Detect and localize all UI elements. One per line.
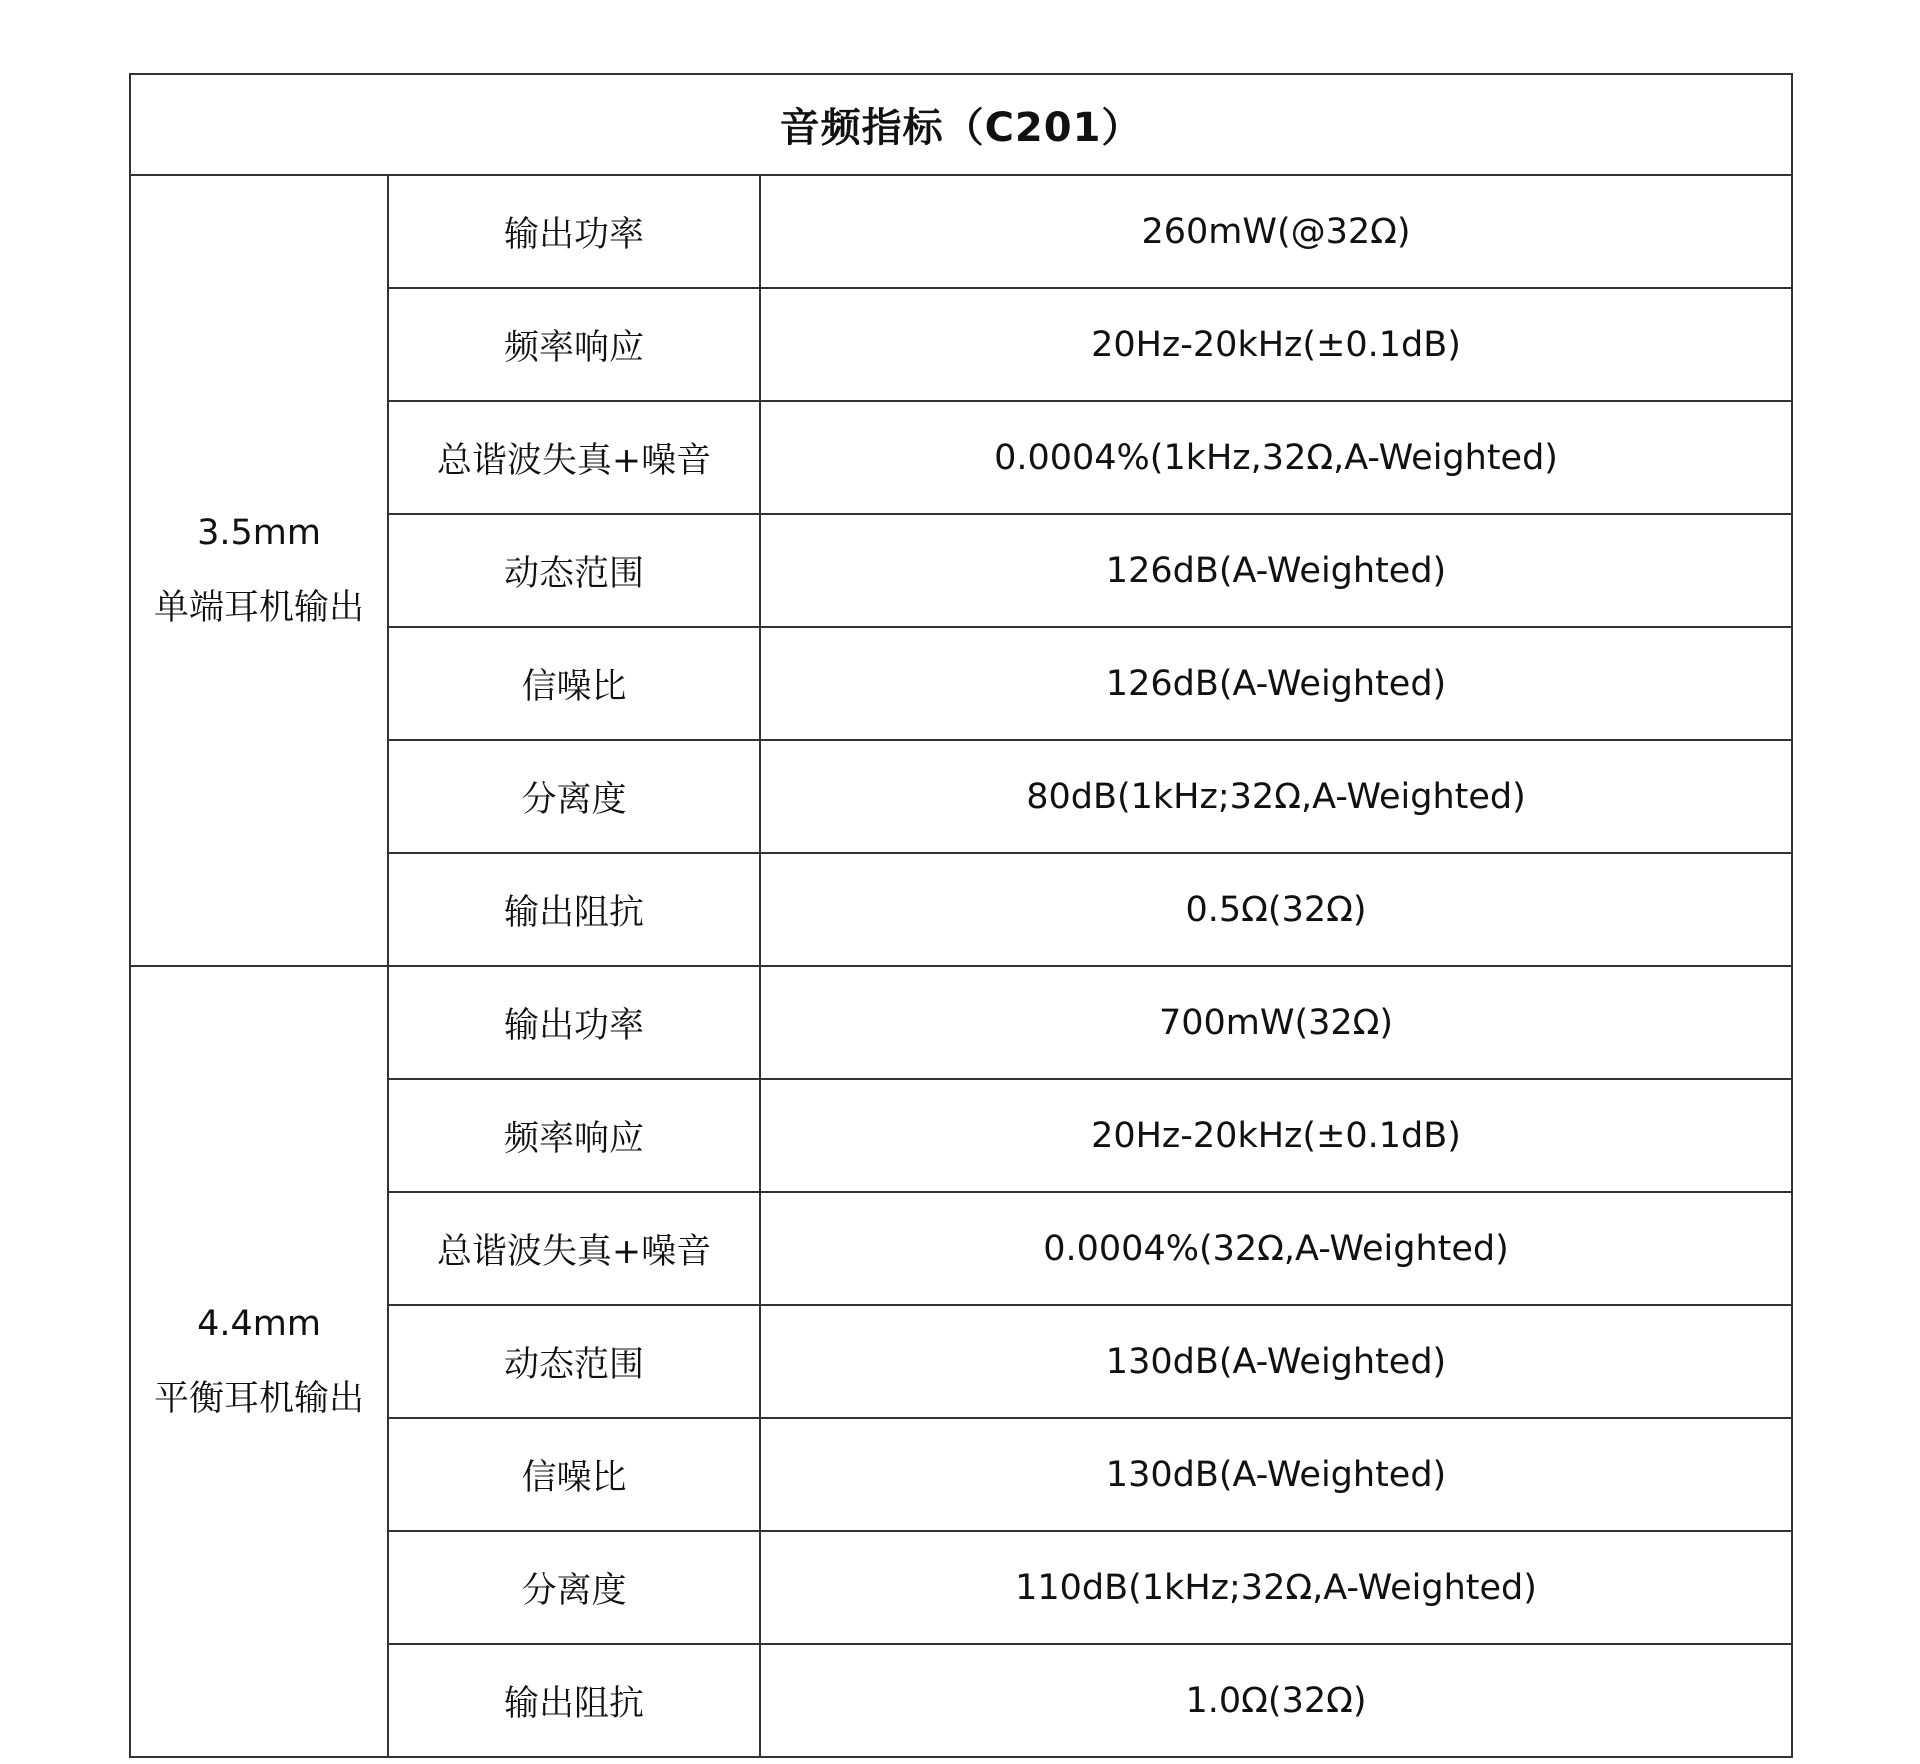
group-cell-4-4mm: [130, 966, 388, 1757]
value-cell: 260mW(@32Ω): [760, 175, 1792, 288]
value-cell: 80dB(1kHz;32Ω,A-Weighted): [760, 740, 1792, 853]
group-size: 3.5mm: [197, 512, 321, 553]
param-cell: 输出阻抗: [388, 853, 760, 966]
value-cell: 126dB(A-Weighted): [760, 514, 1792, 627]
value-cell: 126dB(A-Weighted): [760, 627, 1792, 740]
value-cell: 110dB(1kHz;32Ω,A-Weighted): [760, 1531, 1792, 1644]
param-cell: 信噪比: [388, 1418, 760, 1531]
value-cell: 0.0004%(1kHz,32Ω,A-Weighted): [760, 401, 1792, 514]
spec-table: [129, 73, 1793, 1758]
value-cell: 700mW(32Ω): [760, 966, 1792, 1079]
group-label: 平衡耳机输出: [153, 1378, 364, 1419]
param-cell: 输出功率: [388, 966, 760, 1079]
group-cell-3-5mm: [130, 175, 388, 966]
table-row: [130, 966, 1792, 1079]
param-cell: 输出功率: [388, 175, 760, 288]
value-cell: 0.0004%(32Ω,A-Weighted): [760, 1192, 1792, 1305]
value-cell: 130dB(A-Weighted): [760, 1418, 1792, 1531]
table-row: [130, 175, 1792, 288]
param-cell: 动态范围: [388, 514, 760, 627]
param-cell: 频率响应: [388, 288, 760, 401]
value-cell: 0.5Ω(32Ω): [760, 853, 1792, 966]
param-cell: 信噪比: [388, 627, 760, 740]
group-label: 单端耳机输出: [153, 587, 364, 628]
param-cell: 频率响应: [388, 1079, 760, 1192]
param-cell: 分离度: [388, 740, 760, 853]
value-cell: 20Hz-20kHz(±0.1dB): [760, 288, 1792, 401]
param-cell: 总谐波失真+噪音: [388, 401, 760, 514]
param-cell: 动态范围: [388, 1305, 760, 1418]
param-cell: 总谐波失真+噪音: [388, 1192, 760, 1305]
title-row: [130, 74, 1792, 175]
param-cell: 分离度: [388, 1531, 760, 1644]
value-cell: 130dB(A-Weighted): [760, 1305, 1792, 1418]
group-size: 4.4mm: [197, 1303, 321, 1344]
value-cell: 20Hz-20kHz(±0.1dB): [760, 1079, 1792, 1192]
table-title: 音频指标（C201）: [130, 74, 1792, 175]
param-cell: 输出阻抗: [388, 1644, 760, 1757]
value-cell: 1.0Ω(32Ω): [760, 1644, 1792, 1757]
